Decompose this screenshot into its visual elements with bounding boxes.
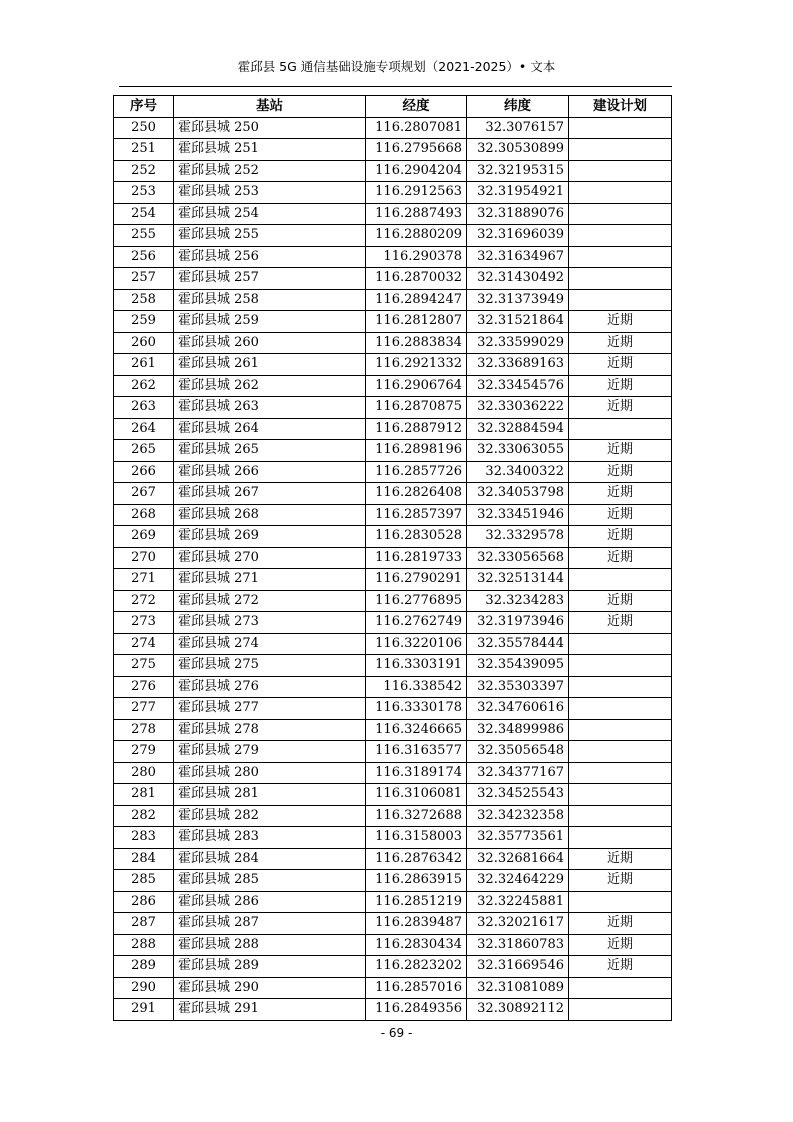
build-plan: 近期 — [569, 612, 672, 634]
row-index: 278 — [114, 719, 174, 741]
latitude: 32.35578444 — [467, 633, 569, 655]
station-name: 霍邱县城 287 — [174, 913, 366, 935]
table-row — [114, 891, 672, 913]
station-name: 霍邱县城 252 — [174, 160, 366, 182]
station-name: 霍邱县城 258 — [174, 289, 366, 311]
latitude: 32.33454576 — [467, 375, 569, 397]
station-name: 霍邱县城 254 — [174, 203, 366, 225]
table-row — [114, 504, 672, 526]
longitude: 116.2921332 — [366, 354, 467, 376]
latitude: 32.33036222 — [467, 397, 569, 419]
row-index: 261 — [114, 354, 174, 376]
longitude: 116.2812807 — [366, 311, 467, 333]
build-plan — [569, 418, 672, 440]
build-plan — [569, 805, 672, 827]
build-plan — [569, 117, 672, 139]
table-row — [114, 698, 672, 720]
station-name: 霍邱县城 282 — [174, 805, 366, 827]
table-row — [114, 117, 672, 139]
longitude: 116.2857726 — [366, 461, 467, 483]
table-row — [114, 913, 672, 935]
station-name: 霍邱县城 277 — [174, 698, 366, 720]
latitude: 32.32681664 — [467, 848, 569, 870]
table-row — [114, 633, 672, 655]
build-plan — [569, 246, 672, 268]
latitude: 32.33689163 — [467, 354, 569, 376]
latitude: 32.31373949 — [467, 289, 569, 311]
row-index: 283 — [114, 827, 174, 849]
row-index: 260 — [114, 332, 174, 354]
station-name: 霍邱县城 265 — [174, 440, 366, 462]
latitude: 32.35773561 — [467, 827, 569, 849]
latitude: 32.35303397 — [467, 676, 569, 698]
longitude: 116.290378 — [366, 246, 467, 268]
longitude: 116.3189174 — [366, 762, 467, 784]
table-row — [114, 805, 672, 827]
station-name: 霍邱县城 255 — [174, 225, 366, 247]
table-header-row — [114, 96, 672, 118]
station-name: 霍邱县城 250 — [174, 117, 366, 139]
column-header-station: 基站 — [174, 96, 366, 118]
latitude: 32.34377167 — [467, 762, 569, 784]
row-index: 272 — [114, 590, 174, 612]
row-index: 280 — [114, 762, 174, 784]
row-index: 256 — [114, 246, 174, 268]
row-index: 255 — [114, 225, 174, 247]
row-index: 277 — [114, 698, 174, 720]
row-index: 263 — [114, 397, 174, 419]
station-name: 霍邱县城 263 — [174, 397, 366, 419]
longitude: 116.2851219 — [366, 891, 467, 913]
table-row — [114, 246, 672, 268]
build-plan: 近期 — [569, 375, 672, 397]
latitude: 32.34760616 — [467, 698, 569, 720]
base-station-table — [113, 95, 672, 1021]
station-name: 霍邱县城 274 — [174, 633, 366, 655]
latitude: 32.34053798 — [467, 483, 569, 505]
table-row — [114, 289, 672, 311]
longitude: 116.2823202 — [366, 956, 467, 978]
table-row — [114, 655, 672, 677]
station-name: 霍邱县城 273 — [174, 612, 366, 634]
latitude: 32.31669546 — [467, 956, 569, 978]
row-index: 259 — [114, 311, 174, 333]
row-index: 279 — [114, 741, 174, 763]
table-row — [114, 848, 672, 870]
table-row — [114, 590, 672, 612]
table-row — [114, 440, 672, 462]
longitude: 116.3158003 — [366, 827, 467, 849]
build-plan — [569, 762, 672, 784]
latitude: 32.31634967 — [467, 246, 569, 268]
longitude: 116.3246665 — [366, 719, 467, 741]
build-plan — [569, 741, 672, 763]
table-row — [114, 311, 672, 333]
build-plan — [569, 225, 672, 247]
row-index: 257 — [114, 268, 174, 290]
station-name: 霍邱县城 290 — [174, 977, 366, 999]
build-plan: 近期 — [569, 440, 672, 462]
build-plan — [569, 633, 672, 655]
table-row — [114, 139, 672, 161]
longitude: 116.2887493 — [366, 203, 467, 225]
column-header-latitude: 纬度 — [467, 96, 569, 118]
longitude: 116.3272688 — [366, 805, 467, 827]
build-plan: 近期 — [569, 354, 672, 376]
station-name: 霍邱县城 288 — [174, 934, 366, 956]
longitude: 116.3330178 — [366, 698, 467, 720]
latitude: 32.34525543 — [467, 784, 569, 806]
longitude: 116.2887912 — [366, 418, 467, 440]
build-plan — [569, 977, 672, 999]
latitude: 32.30530899 — [467, 139, 569, 161]
latitude: 32.34232358 — [467, 805, 569, 827]
station-name: 霍邱县城 280 — [174, 762, 366, 784]
latitude: 32.32884594 — [467, 418, 569, 440]
row-index: 267 — [114, 483, 174, 505]
row-index: 281 — [114, 784, 174, 806]
longitude: 116.2830528 — [366, 526, 467, 548]
latitude: 32.31521864 — [467, 311, 569, 333]
row-index: 254 — [114, 203, 174, 225]
station-name: 霍邱县城 284 — [174, 848, 366, 870]
latitude: 32.3400322 — [467, 461, 569, 483]
latitude: 32.31860783 — [467, 934, 569, 956]
table-row — [114, 203, 672, 225]
row-index: 273 — [114, 612, 174, 634]
row-index: 251 — [114, 139, 174, 161]
row-index: 265 — [114, 440, 174, 462]
longitude: 116.2898196 — [366, 440, 467, 462]
page-number: - 69 - — [380, 1026, 413, 1040]
station-name: 霍邱县城 272 — [174, 590, 366, 612]
build-plan: 近期 — [569, 590, 672, 612]
build-plan: 近期 — [569, 504, 672, 526]
station-name: 霍邱县城 268 — [174, 504, 366, 526]
build-plan — [569, 655, 672, 677]
latitude: 32.33451946 — [467, 504, 569, 526]
station-name: 霍邱县城 261 — [174, 354, 366, 376]
longitude: 116.3106081 — [366, 784, 467, 806]
build-plan: 近期 — [569, 956, 672, 978]
station-name: 霍邱县城 269 — [174, 526, 366, 548]
row-index: 284 — [114, 848, 174, 870]
longitude: 116.2776895 — [366, 590, 467, 612]
build-plan: 近期 — [569, 332, 672, 354]
station-name: 霍邱县城 260 — [174, 332, 366, 354]
station-name: 霍邱县城 283 — [174, 827, 366, 849]
latitude: 32.3329578 — [467, 526, 569, 548]
build-plan — [569, 999, 672, 1021]
row-index: 288 — [114, 934, 174, 956]
station-name: 霍邱县城 289 — [174, 956, 366, 978]
longitude: 116.3303191 — [366, 655, 467, 677]
row-index: 285 — [114, 870, 174, 892]
table-row — [114, 397, 672, 419]
row-index: 282 — [114, 805, 174, 827]
longitude: 116.2839487 — [366, 913, 467, 935]
build-plan — [569, 160, 672, 182]
table-row — [114, 784, 672, 806]
station-name: 霍邱县城 275 — [174, 655, 366, 677]
longitude: 116.3163577 — [366, 741, 467, 763]
latitude: 32.30892112 — [467, 999, 569, 1021]
station-name: 霍邱县城 270 — [174, 547, 366, 569]
latitude: 32.31973946 — [467, 612, 569, 634]
build-plan: 近期 — [569, 483, 672, 505]
build-plan — [569, 784, 672, 806]
row-index: 275 — [114, 655, 174, 677]
build-plan: 近期 — [569, 913, 672, 935]
build-plan: 近期 — [569, 848, 672, 870]
table-row — [114, 612, 672, 634]
latitude: 32.31954921 — [467, 182, 569, 204]
table-row — [114, 741, 672, 763]
longitude: 116.2762749 — [366, 612, 467, 634]
longitude: 116.2870875 — [366, 397, 467, 419]
station-name: 霍邱县城 267 — [174, 483, 366, 505]
latitude: 32.35439095 — [467, 655, 569, 677]
table-row — [114, 956, 672, 978]
row-index: 270 — [114, 547, 174, 569]
longitude: 116.2830434 — [366, 934, 467, 956]
station-name: 霍邱县城 266 — [174, 461, 366, 483]
row-index: 253 — [114, 182, 174, 204]
table-row — [114, 827, 672, 849]
build-plan: 近期 — [569, 547, 672, 569]
longitude: 116.2857016 — [366, 977, 467, 999]
latitude: 32.33599029 — [467, 332, 569, 354]
station-name: 霍邱县城 264 — [174, 418, 366, 440]
station-name: 霍邱县城 285 — [174, 870, 366, 892]
longitude: 116.338542 — [366, 676, 467, 698]
row-index: 252 — [114, 160, 174, 182]
latitude: 32.32195315 — [467, 160, 569, 182]
latitude: 32.31081089 — [467, 977, 569, 999]
build-plan — [569, 719, 672, 741]
station-name: 霍邱县城 276 — [174, 676, 366, 698]
latitude: 32.35056548 — [467, 741, 569, 763]
row-index: 291 — [114, 999, 174, 1021]
row-index: 274 — [114, 633, 174, 655]
table-row — [114, 483, 672, 505]
table-row — [114, 547, 672, 569]
build-plan — [569, 676, 672, 698]
latitude: 32.31889076 — [467, 203, 569, 225]
build-plan — [569, 891, 672, 913]
table-row — [114, 268, 672, 290]
header-rule — [119, 86, 672, 87]
station-name: 霍邱县城 256 — [174, 246, 366, 268]
column-header-index: 序号 — [114, 96, 174, 118]
build-plan: 近期 — [569, 870, 672, 892]
row-index: 289 — [114, 956, 174, 978]
latitude: 32.31430492 — [467, 268, 569, 290]
longitude: 116.3220106 — [366, 633, 467, 655]
table-row — [114, 762, 672, 784]
build-plan — [569, 569, 672, 591]
latitude: 32.32245881 — [467, 891, 569, 913]
column-header-longitude: 经度 — [366, 96, 467, 118]
row-index: 262 — [114, 375, 174, 397]
longitude: 116.2849356 — [366, 999, 467, 1021]
longitude: 116.2819733 — [366, 547, 467, 569]
longitude: 116.2795668 — [366, 139, 467, 161]
latitude: 32.33063055 — [467, 440, 569, 462]
build-plan — [569, 182, 672, 204]
row-index: 264 — [114, 418, 174, 440]
build-plan: 近期 — [569, 934, 672, 956]
build-plan: 近期 — [569, 526, 672, 548]
build-plan: 近期 — [569, 311, 672, 333]
build-plan — [569, 827, 672, 849]
latitude: 32.31696039 — [467, 225, 569, 247]
latitude: 32.32464229 — [467, 870, 569, 892]
column-header-plan: 建设计划 — [569, 96, 672, 118]
latitude: 32.32021617 — [467, 913, 569, 935]
longitude: 116.2912563 — [366, 182, 467, 204]
row-index: 286 — [114, 891, 174, 913]
row-index: 269 — [114, 526, 174, 548]
latitude: 32.33056568 — [467, 547, 569, 569]
table-row — [114, 461, 672, 483]
build-plan — [569, 289, 672, 311]
longitude: 116.2870032 — [366, 268, 467, 290]
longitude: 116.2807081 — [366, 117, 467, 139]
table-row — [114, 870, 672, 892]
station-name: 霍邱县城 291 — [174, 999, 366, 1021]
table-row — [114, 526, 672, 548]
station-name: 霍邱县城 279 — [174, 741, 366, 763]
latitude: 32.3234283 — [467, 590, 569, 612]
longitude: 116.2880209 — [366, 225, 467, 247]
table-row — [114, 354, 672, 376]
build-plan: 近期 — [569, 397, 672, 419]
table-row — [114, 225, 672, 247]
table-row — [114, 569, 672, 591]
table-row — [114, 160, 672, 182]
station-name: 霍邱县城 286 — [174, 891, 366, 913]
longitude: 116.2876342 — [366, 848, 467, 870]
table-row — [114, 375, 672, 397]
station-name: 霍邱县城 281 — [174, 784, 366, 806]
table-row — [114, 418, 672, 440]
longitude: 116.2863915 — [366, 870, 467, 892]
build-plan: 近期 — [569, 461, 672, 483]
longitude: 116.2857397 — [366, 504, 467, 526]
longitude: 116.2906764 — [366, 375, 467, 397]
station-name: 霍邱县城 262 — [174, 375, 366, 397]
station-name: 霍邱县城 259 — [174, 311, 366, 333]
page-header-title: 霍邱县 5G 通信基础设施专项规划（2021-2025）• 文本 — [237, 59, 556, 74]
row-index: 250 — [114, 117, 174, 139]
row-index: 271 — [114, 569, 174, 591]
build-plan — [569, 698, 672, 720]
table-row — [114, 719, 672, 741]
table-row — [114, 332, 672, 354]
table-body — [114, 117, 672, 1020]
table-row — [114, 999, 672, 1021]
station-name: 霍邱县城 271 — [174, 569, 366, 591]
longitude: 116.2826408 — [366, 483, 467, 505]
table-row — [114, 977, 672, 999]
row-index: 287 — [114, 913, 174, 935]
longitude: 116.2883834 — [366, 332, 467, 354]
station-name: 霍邱县城 278 — [174, 719, 366, 741]
station-name: 霍邱县城 257 — [174, 268, 366, 290]
latitude: 32.34899986 — [467, 719, 569, 741]
station-name: 霍邱县城 253 — [174, 182, 366, 204]
longitude: 116.2894247 — [366, 289, 467, 311]
longitude: 116.2904204 — [366, 160, 467, 182]
station-name: 霍邱县城 251 — [174, 139, 366, 161]
row-index: 290 — [114, 977, 174, 999]
row-index: 276 — [114, 676, 174, 698]
build-plan — [569, 139, 672, 161]
latitude: 32.3076157 — [467, 117, 569, 139]
table-row — [114, 934, 672, 956]
table-row — [114, 676, 672, 698]
build-plan — [569, 268, 672, 290]
row-index: 266 — [114, 461, 174, 483]
table-row — [114, 182, 672, 204]
row-index: 268 — [114, 504, 174, 526]
longitude: 116.2790291 — [366, 569, 467, 591]
row-index: 258 — [114, 289, 174, 311]
build-plan — [569, 203, 672, 225]
latitude: 32.32513144 — [467, 569, 569, 591]
